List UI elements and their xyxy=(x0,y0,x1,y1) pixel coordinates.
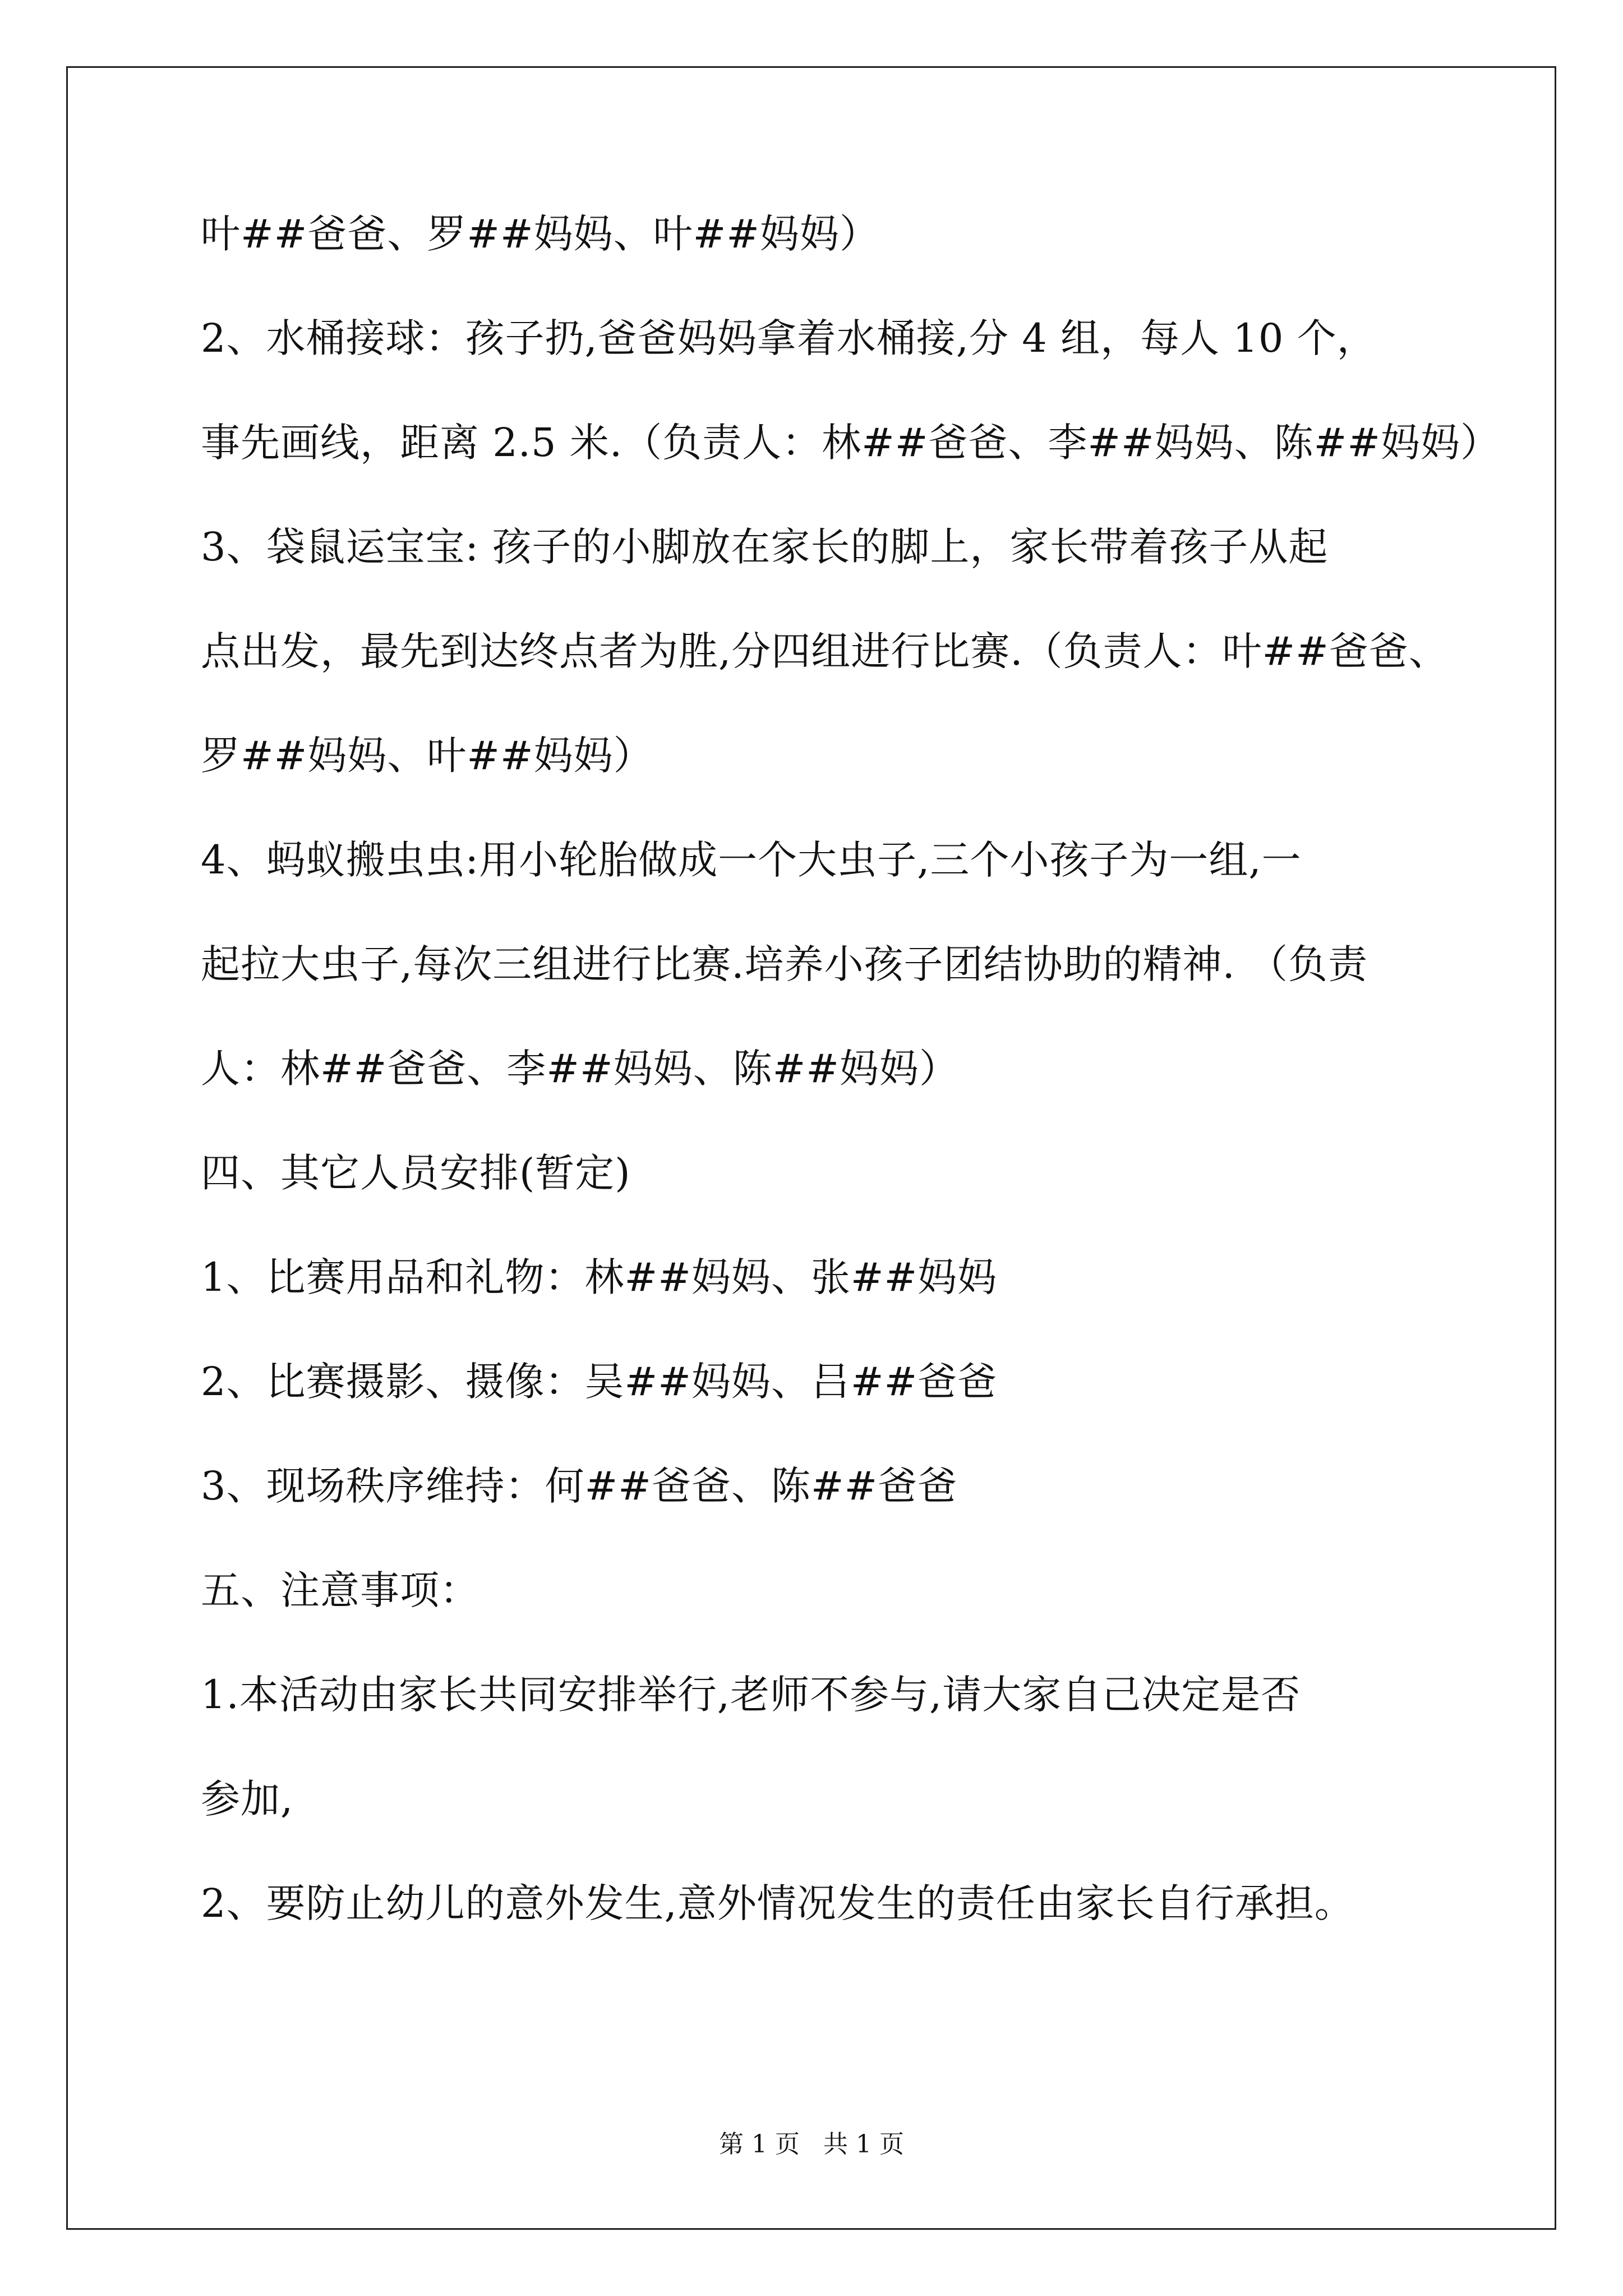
text-line: 2、要防止幼儿的意外发生,意外情况发生的责任由家长自行承担。 xyxy=(201,1880,1354,1926)
text-line: 2、比赛摄影、摄像：吴##妈妈、吕##爸爸 xyxy=(201,1359,998,1405)
text-line: 四、其它人员安排(暂定) xyxy=(201,1150,631,1196)
text-line: 3、现场秩序维持：何##爸爸、陈##爸爸 xyxy=(201,1463,958,1509)
text-line: 1.本活动由家长共同安排举行,老师不参与,请大家自己决定是否 xyxy=(201,1672,1301,1718)
text-line: 点出发，最先到达终点者为胜,分四组进行比赛.（负责人：叶##爸爸、 xyxy=(201,628,1449,674)
text-line: 2、水桶接球：孩子扔,爸爸妈妈拿着水桶接,分 4 组，每人 10 个， xyxy=(201,315,1377,361)
text-line: 罗##妈妈、叶##妈妈） xyxy=(201,733,653,779)
text-line: 五、注意事项： xyxy=(201,1567,479,1613)
text-line: 1、比赛用品和礼物：林##妈妈、张##妈妈 xyxy=(201,1254,998,1300)
text-line: 人：林##爸爸、李##妈妈、陈##妈妈） xyxy=(201,1046,959,1092)
page-footer: 第 1 页 共 1 页 xyxy=(719,2130,904,2159)
text-line: 4、蚂蚁搬虫虫:用小轮胎做成一个大虫子,三个小孩子为一组,一 xyxy=(201,837,1302,883)
text-line: 事先画线，距离 2.5 米.（负责人：林##爸爸、李##妈妈、陈##妈妈） xyxy=(201,420,1500,466)
text-line: 起拉大虫子,每次三组进行比赛.培养小孩子团结协助的精神. （负责 xyxy=(201,941,1368,987)
text-line: 3、袋鼠运宝宝: 孩子的小脚放在家长的脚上，家长带着孩子从起 xyxy=(201,524,1329,570)
text-line: 叶##爸爸、罗##妈妈、叶##妈妈） xyxy=(201,211,879,257)
text-line: 参加, xyxy=(201,1776,294,1822)
